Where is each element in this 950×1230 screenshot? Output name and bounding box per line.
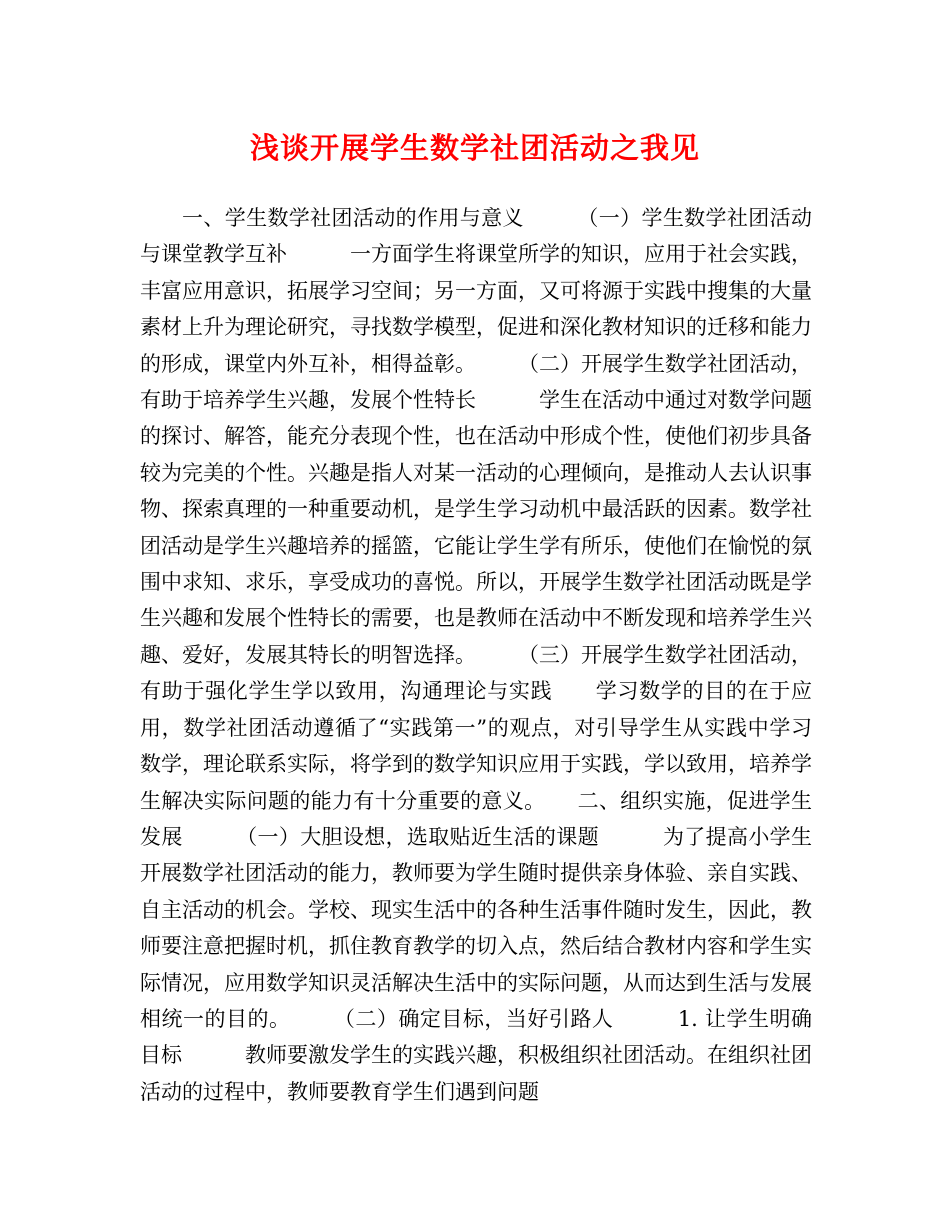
document-title: 浅谈开展学生数学社团活动之我见 xyxy=(249,131,700,165)
document-body-text: 一、学生数学社团活动的作用与意义 （一）学生数学社团活动与课堂教学互补 一方面学生将课堂所学的知识，应用于社会实践，丰富应用意识，拓展学习空间；另一方面，又可将源于实践中搜集的大量素材上升为理论研究，寻找数学模型，促进和深化教材知识的迁移和能力的形成，课堂内外互补，相得益彰。 （二）开展学生数学社团活动，有助于培养学生兴趣，发展个性特长 学生在活动中通过对数学问题的探讨、解答，能充分表现个性，也在活动中形成个性，使他们初步具备较为完美的个性。兴趣是指人对某一活动的心理倾向，是推动人去认识事物、探索真理的一种重要动机，是学生学习动机中最活跃的因素。数学社团活动是学生兴趣培养的摇篮，它能让学生学有所乐，使他们在愉悦的氛围中求知、求乐，享受成功的喜悦。所以，开展学生数学社团活动既是学生兴趣和发展个性特长的需要，也是教师在活动中不断发现和培养学生兴趣、爱好，发展其特长的明智选择。 （三）开展学生数学社团活动，有助于强化学生学以致用，沟通理论与实践 学习数学的目的在于应用，数学社团活动遵循了“实践第一”的观点，对引导学生从实践中学习数学，理论联系实际，将学到的数学知识应用于实践，学以致用，培养学生解决实际问题的能力有十分重要的意义。 二、组织实施，促进学生发展 （一）大胆设想，选取贴近生活的课题 为了提高小学生开展数学社团活动的能力，教师要为学生随时提供亲身体验、亲自实践、自主活动的机会。学校、现实生活中的各种生活事件随时发生，因此，教师要注意把握时机，抓住教育教学的切入点，然后结合教材内容和学生实际情况，应用数学知识灵活解决生活中的实际问题，从而达到生活与发展相统一的目的。 （二）确定目标，当好引路人 1. 让学生明确目标 教师要激发学生的实践兴趣，积极组织社团活动。在组织社团活动的过程中，教师要教育学生们遇到问题 xyxy=(140,206,812,1104)
